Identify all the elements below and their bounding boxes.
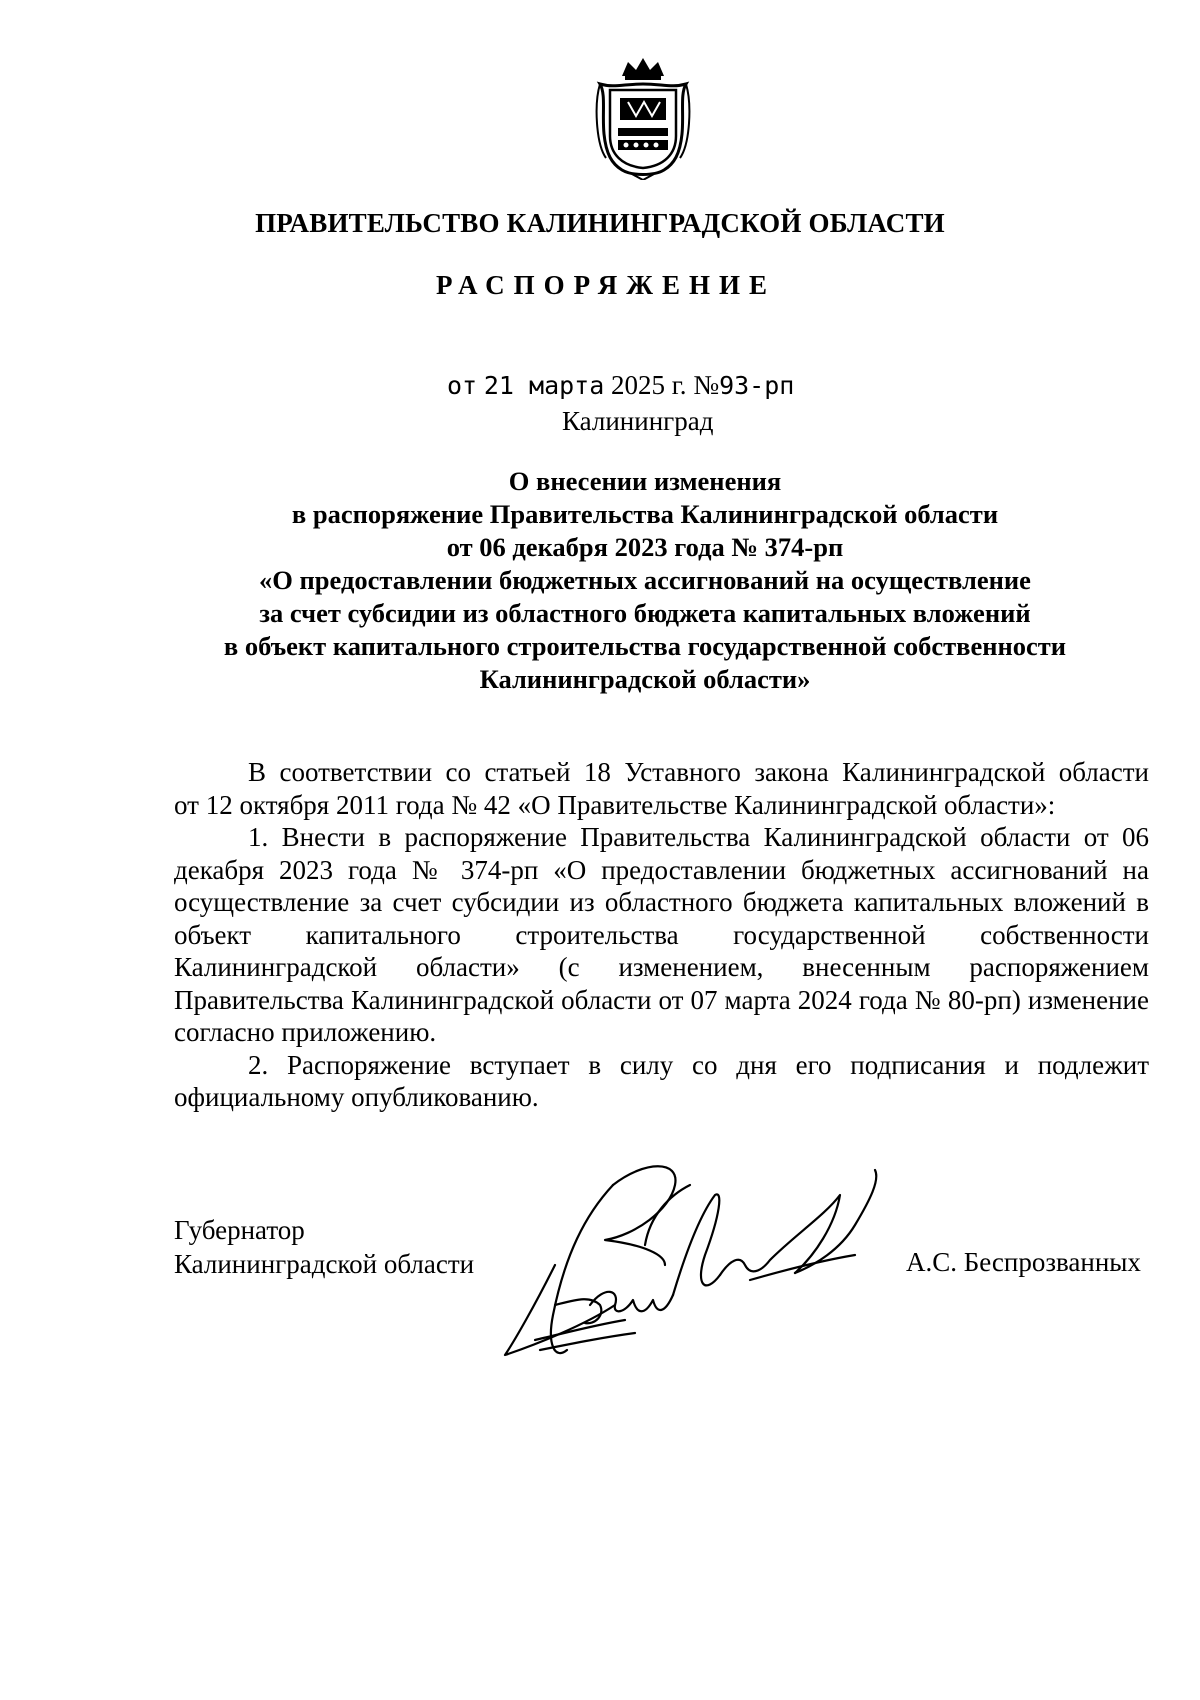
subject-line: О внесении изменения <box>508 466 782 496</box>
subject-line: в объект капитального строительства государственной собственности <box>223 631 1067 661</box>
city: Калининград <box>562 406 714 436</box>
item-1: 1. Внести в распоряжение Правительства Калининградской области от 06 декабря 2023 года № 374-рп «О предоставлении бюджетных ассигнований на осуществление за счет субсидии из областного бюджета капитальных вложений в объект капитального строительства государственной собственности Калининградской области» (с изменением, внесенным распоряжением Правительства Калининградской области от 07 марта 2024 года № 80-рп) изменение согласно приложению. <box>174 822 1149 1047</box>
document-type: РАСПОРЯЖЕНИЕ <box>435 270 777 300</box>
item-2: 2. Распоряжение вступает в силу со дня его подписания и подлежит официальному опубликованию. <box>174 1049 1149 1112</box>
government-name: ПРАВИТЕЛЬСТВО КАЛИНИНГРАДСКОЙ ОБЛАСТИ <box>255 208 945 238</box>
date-year: 2025 г. <box>611 370 687 400</box>
coat-of-arms-icon <box>592 54 694 180</box>
subject-line: «О предоставлении бюджетных ассигнований на осуществление <box>259 565 1031 595</box>
number-sign: № <box>693 370 720 400</box>
date-prefix: от <box>447 371 478 400</box>
signatory-title <box>174 1213 474 1281</box>
preamble-line-2: от 12 октября 2011 года № 42 «О Правительстве Калининградской области»: <box>174 789 1056 820</box>
signatory-title-line: Губернатор <box>174 1215 305 1245</box>
subject-line: Калининградской области» <box>479 664 811 694</box>
document-subject <box>160 465 1130 696</box>
document-number: 93-рп <box>719 371 795 400</box>
subject-line: за счет субсидии из областного бюджета капитальных вложений <box>259 598 1031 628</box>
subject-line: от 06 декабря 2023 года № 374-рп <box>446 532 844 562</box>
preamble-line-1: В соответствии со статьей 18 Уставного закона Калининградской области <box>248 757 1149 787</box>
signatory-title-line: Калининградской области <box>174 1249 475 1279</box>
dateline <box>447 370 794 401</box>
handwritten-signature-icon <box>495 1155 935 1385</box>
date-handwritten: 21 марта <box>483 371 605 400</box>
document-body <box>174 756 1149 1114</box>
subject-line: в распоряжение Правительства Калининградской области <box>291 499 999 529</box>
signatory-name: А.С. Беспрозванных <box>906 1247 1141 1277</box>
